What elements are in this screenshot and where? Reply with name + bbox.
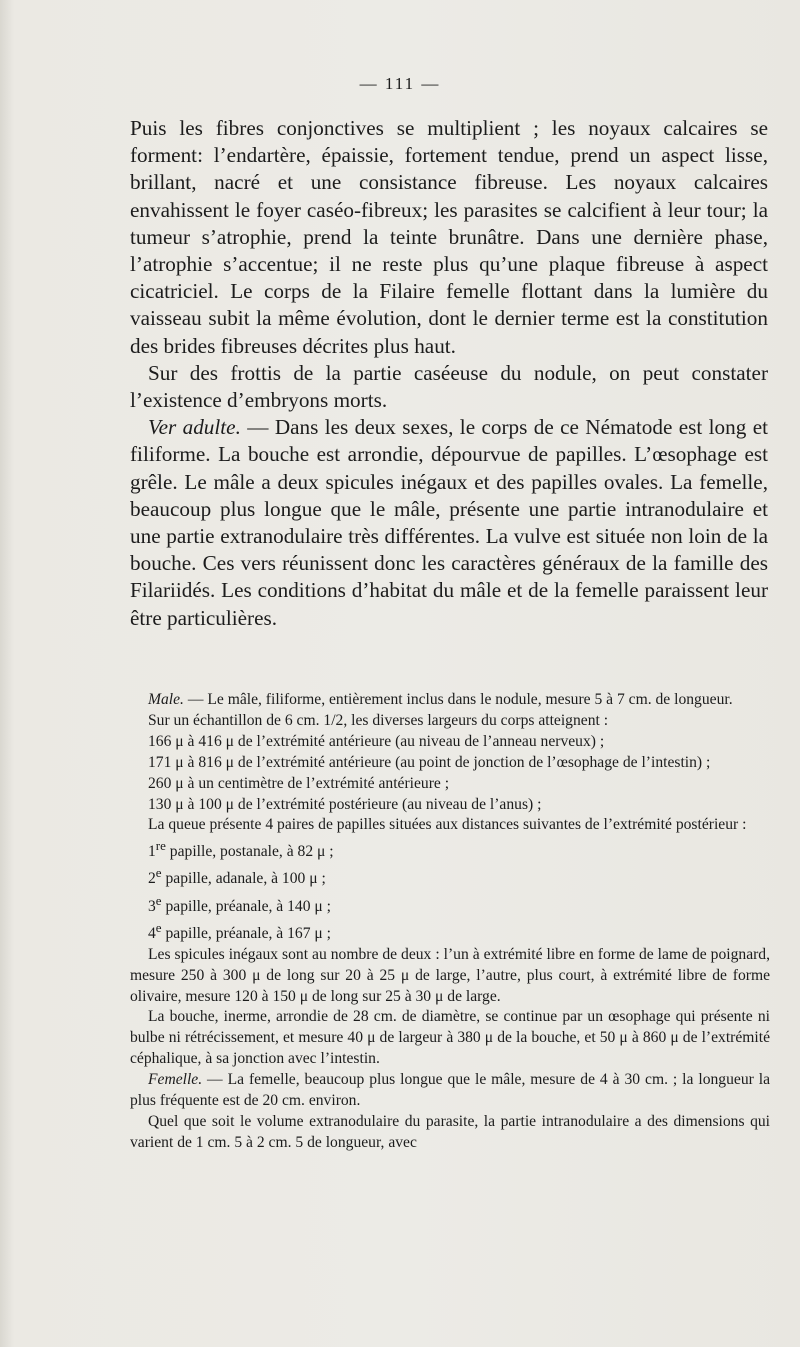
volume-paragraph: Quel que soit le volume extranodulaire du parasite, la partie intranodulaire a des dimensions qui varient de 1 cm. 5 à 2 cm. 5 de longueur, avec (130, 1112, 770, 1151)
papille-text: papille, préanale, à 140 μ ; (161, 897, 332, 915)
male-text: — Le mâle, filiforme, entièrement inclus dans le nodule, mesure 5 à 7 cm. de longueur. (183, 691, 733, 708)
measure-line: 171 μ à 816 μ de l’extrémité antérieure (au point de jonction de l’œsophage de l’intestin) ; (148, 753, 711, 771)
spicules-paragraph: Les spicules inégaux sont au nombre de deux : l’un à extrémité libre en forme de lame de poignard, mesure 250 à 300 μ de long sur 20 à 25 μ de large, l’autre, plus court, à extrémité libre de forme olivaire, mesure 120 à 150 μ de long sur 25 à 30 μ de large. (130, 945, 770, 1005)
measure-line: 166 μ à 416 μ de l’extrémité antérieure (au niveau de l’anneau nerveux) ; (148, 732, 605, 750)
papille-ordinal: e (155, 919, 162, 935)
papille-ordinal: e (155, 892, 162, 908)
papille-item (130, 891, 770, 918)
measure-intro: Sur un échantillon de 6 cm. 1/2, les diverses largeurs du corps atteignent : (148, 711, 609, 729)
female-text: — La femelle, beaucoup plus longue que le mâle, mesure de 4 à 30 cm. ; la longueur la plus fréquente est de 20 cm. environ. (130, 1071, 770, 1110)
page-number: — 111 — (359, 74, 441, 93)
papilles-intro: La queue présente 4 paires de papilles situées aux distances suivantes de l’extrémité postérieur : (148, 816, 747, 834)
papille-ordinal: re (155, 838, 166, 854)
ver-adulte-text: — Dans les deux sexes, le corps de ce Nématode est long et filiforme. La bouche est arrondie, dépourvue de papilles. L’œsophage est grêle. Le mâle a deux spicules inégaux et des papilles ovales. La femelle, beaucoup plus longue que le mâle, présente une partie intranodulaire et une partie extranodulaire très différentes. La vulve est située non loin de la bouche. Ces vers réunissent donc les caractères généraux de la famille des Filariidés. Les conditions d’habitat du mâle et de la femelle paraissent leur être particulières. (130, 415, 769, 630)
male-paragraph (130, 690, 770, 711)
female-heading: Femelle. (148, 1071, 203, 1089)
papille-item (130, 918, 770, 945)
ver-adulte-heading: Ver adulte. (148, 415, 241, 440)
female-paragraph (130, 1070, 770, 1112)
papille-number: 2 (148, 870, 156, 888)
paragraph-evolution: Puis les fibres conjonctives se multiplient ; les noyaux calcaires se forment: l’endartère, épaissie, fortement tendue, prend un aspect lisse, brillant, nacré et une consistance fibreuse. Les noyaux calcaires envahissent le foyer caséo-fibreux; les parasites se calcifient à leur tour; la tumeur s’atrophie, prend la teinte brunâtre. Dans une dernière phase, l’atrophie s’accentue; il ne reste plus qu’une plaque fibreuse à aspect cicatriciel. Le corps de la Filaire femelle flottant dans la lumière du vaisseau subit la même évolution, dont le dernier terme est la constitution des brides fibreuses décrites plus haut. (130, 116, 768, 358)
male-heading: Male. (148, 691, 184, 708)
paragraph-frottis: Sur des frottis de la partie caséeuse du nodule, on peut constater l’existence d’embryons morts. (130, 360, 768, 413)
papille-item (130, 836, 770, 863)
papille-number: 3 (148, 897, 156, 915)
measure-line: 260 μ à un centimètre de l’extrémité antérieure ; (148, 774, 450, 792)
papille-item (130, 863, 770, 890)
main-text (130, 115, 768, 632)
papille-number: 1 (148, 843, 156, 861)
papille-ordinal: e (155, 865, 162, 881)
bouche-paragraph: La bouche, inerme, arrondie de 28 cm. de diamètre, se continue par un œsophage qui présente ni bulbe ni rétrécissement, et mesure 40 μ de largeur à 380 μ de la bouche, et 50 μ à 860 μ de l’extrémité céphalique, à sa jonction avec l’intestin. (130, 1008, 770, 1068)
papille-number: 4 (148, 924, 156, 942)
small-print-section (130, 690, 770, 1154)
measure-line: 130 μ à 100 μ de l’extrémité postérieure (au niveau de l’anus) ; (148, 795, 542, 813)
papille-text: papille, préanale, à 167 μ ; (161, 924, 332, 942)
papille-text: papille, adanale, à 100 μ ; (161, 870, 326, 888)
paragraph-ver-adulte (130, 414, 768, 632)
papille-text: papille, postanale, à 82 μ ; (165, 843, 334, 861)
